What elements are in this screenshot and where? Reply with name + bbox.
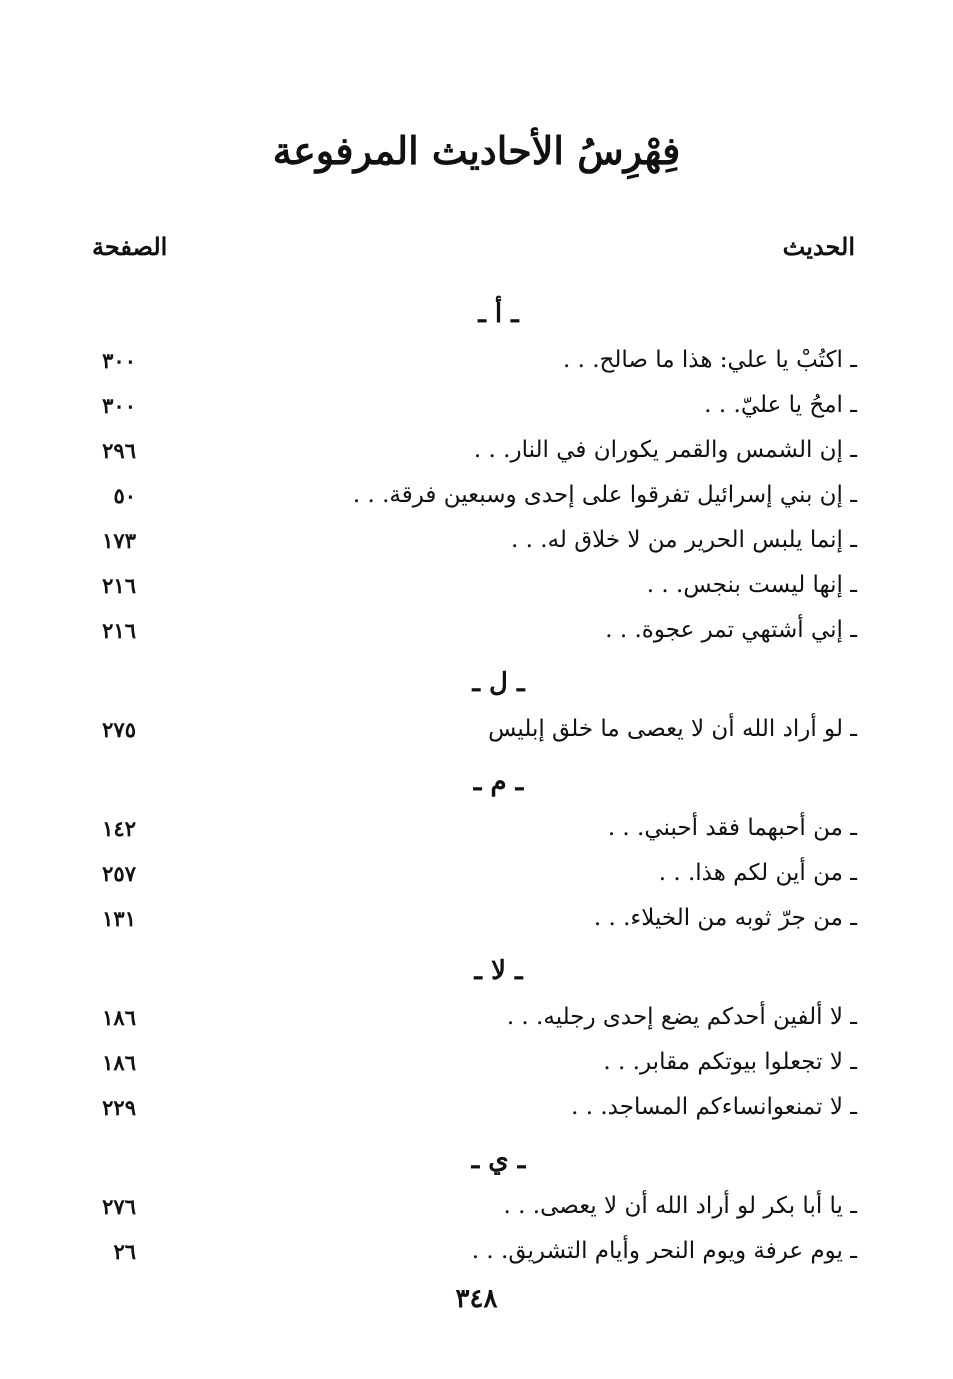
- section-heading-lam-alif: ـ لا ـ: [474, 956, 523, 986]
- list-item: [80, 806, 857, 851]
- list-item: [80, 473, 857, 518]
- list-item: [80, 518, 857, 563]
- list-item: [80, 707, 857, 752]
- page-number: ٣٠٠: [102, 348, 136, 373]
- column-header-page: الصفحة: [92, 232, 168, 261]
- hadith-text: ـ من أحبهما فقد أحبني. . .: [607, 815, 857, 841]
- section-heading-alif: ـ أ ـ: [478, 299, 519, 329]
- hadith-text: ـ إنها ليست بنجس. . .: [646, 572, 857, 598]
- hadith-text: ـ إنما يلبس الحرير من لا خلاق له. . .: [511, 527, 857, 553]
- page-number: ١٤٢: [102, 816, 136, 841]
- hadith-text: ـ إني أشتهي تمر عجوة. . .: [605, 617, 857, 643]
- section-heading-ya: ـ ي ـ: [471, 1145, 526, 1175]
- list-item: [80, 1184, 857, 1229]
- page-number: ٢١٦: [102, 573, 136, 598]
- list-item: [80, 1229, 857, 1274]
- section-heading-lam: ـ ل ـ: [472, 668, 525, 698]
- section-heading-mim: ـ م ـ: [473, 767, 524, 797]
- page-number: ٥٠: [113, 483, 136, 508]
- page-folio-number: ٣٤٨: [455, 1284, 498, 1314]
- hadith-text: ـ لا تمنعوانساءكم المساجد. . .: [571, 1094, 857, 1120]
- page-number: ٢٧٦: [102, 1194, 136, 1219]
- list-item: [80, 338, 857, 383]
- list-item: [80, 1085, 857, 1130]
- page-number: ١٣١: [102, 906, 136, 931]
- hadith-index-list: [80, 290, 857, 1274]
- page-number: ٢٩٦: [102, 438, 136, 463]
- hadith-text: ـ لو أراد الله أن لا يعصى ما خلق إبليس: [488, 716, 857, 742]
- list-item: [80, 563, 857, 608]
- page-number: ٢٢٩: [102, 1095, 136, 1120]
- list-item: [80, 383, 857, 428]
- hadith-text: ـ اكتُبْ يا علي: هذا ما صالح. . .: [562, 347, 857, 373]
- column-header-hadith: الحديث: [782, 232, 855, 261]
- page-title: فِهْرِسُ الأحاديث المرفوعة: [272, 128, 681, 173]
- list-item: [80, 428, 857, 473]
- page-number: ٢١٦: [102, 618, 136, 643]
- hadith-text: ـ من أين لكم هذا. . .: [658, 860, 857, 886]
- page-number: ٢٥٧: [102, 861, 136, 886]
- page-number: ٢٦: [113, 1239, 136, 1264]
- page-number: ١٧٣: [102, 528, 136, 553]
- page-number: ١٨٦: [102, 1005, 136, 1030]
- hadith-text: ـ لا تجعلوا بيوتكم مقابر. . .: [603, 1049, 857, 1075]
- hadith-text: ـ إن بني إسرائيل تفرقوا على إحدى وسبعين فرقة. . .: [352, 482, 857, 508]
- hadith-text: ـ يوم عرفة ويوم النحر وأيام التشريق. . .: [471, 1238, 857, 1264]
- hadith-text: ـ لا ألفين أحدكم يضع إحدى رجليه. . .: [506, 1004, 857, 1030]
- list-item: [80, 851, 857, 896]
- list-item: [80, 896, 857, 941]
- hadith-text: ـ إن الشمس والقمر يكوران في النار. . .: [473, 437, 857, 463]
- hadith-text: ـ من جرّ ثوبه من الخيلاء. . .: [593, 905, 857, 931]
- list-item: [80, 608, 857, 653]
- list-item: [80, 995, 857, 1040]
- page-number: ٢٧٥: [102, 717, 136, 742]
- page-number: ١٨٦: [102, 1050, 136, 1075]
- list-item: [80, 1040, 857, 1085]
- hadith-text: ـ يا أبا بكر لو أراد الله أن لا يعصى. . .: [503, 1193, 857, 1219]
- hadith-text: ـ امحُ يا عليّ. . .: [704, 392, 857, 418]
- page-number: ٣٠٠: [102, 393, 136, 418]
